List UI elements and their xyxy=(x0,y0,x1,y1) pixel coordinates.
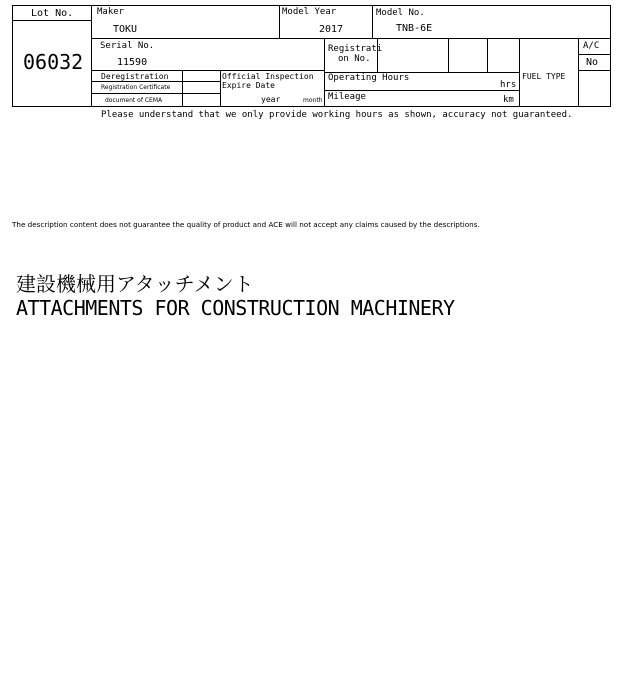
hours-unit: hrs xyxy=(500,80,517,90)
divider xyxy=(372,6,373,38)
divider xyxy=(91,6,92,107)
lot-label: Lot No. xyxy=(31,8,74,19)
inspection-label-line2: Expire Date xyxy=(222,81,275,90)
divider xyxy=(578,54,611,55)
operating-hours-label: Operating Hours xyxy=(328,73,410,83)
description-disclaimer: The description content does not guarantee the quality of product and ACE will not accept any claims caused by the descriptions. xyxy=(12,220,480,229)
mileage-label: Mileage xyxy=(328,92,366,102)
km-unit: km xyxy=(503,95,514,105)
divider xyxy=(91,70,324,71)
divider xyxy=(324,38,325,107)
divider xyxy=(487,38,488,72)
ac-value: No xyxy=(586,57,599,68)
serial-label: Serial No. xyxy=(100,41,155,51)
divider xyxy=(578,38,579,107)
divider xyxy=(13,20,91,21)
ac-label: A/C xyxy=(583,41,600,51)
divider xyxy=(91,93,220,94)
model-year-label: Model Year xyxy=(282,7,337,17)
cema-document-label: document of CEMA xyxy=(105,97,163,104)
deregistration-label: Deregistration xyxy=(101,72,169,81)
heading-english: ATTACHMENTS FOR CONSTRUCTION MACHINERY xyxy=(16,296,455,320)
model-no-label: Model No. xyxy=(376,8,425,18)
heading-japanese: 建設機械用アタッチメント xyxy=(16,272,254,296)
divider xyxy=(182,70,183,107)
model-year-value: 2017 xyxy=(319,24,344,35)
vehicle-info-sheet xyxy=(12,5,611,107)
serial-value: 11590 xyxy=(117,57,148,68)
inspection-month-label: month xyxy=(303,97,323,104)
divider xyxy=(324,90,519,91)
divider xyxy=(91,38,611,39)
inspection-label-line1: Official Inspection xyxy=(222,72,314,81)
inspection-year-label: year xyxy=(261,95,281,104)
divider xyxy=(91,81,220,82)
divider xyxy=(578,70,611,71)
divider xyxy=(279,6,280,38)
registration-certificate-label: Registration Certificate xyxy=(101,84,171,91)
divider xyxy=(448,38,449,72)
maker-label: Maker xyxy=(97,7,125,17)
working-hours-disclaimer: Please understand that we only provide working hours as shown, accuracy not guaranteed. xyxy=(101,110,573,120)
divider xyxy=(519,38,520,107)
divider xyxy=(220,70,221,107)
fuel-type-label: FUEL TYPE xyxy=(522,72,566,81)
registration-label-line1: Registrati xyxy=(328,44,383,54)
model-no-value: TNB-6E xyxy=(396,23,433,34)
registration-label-line2: on No. xyxy=(338,54,371,64)
maker-value: TOKU xyxy=(113,24,138,35)
lot-number: 06032 xyxy=(23,50,84,74)
